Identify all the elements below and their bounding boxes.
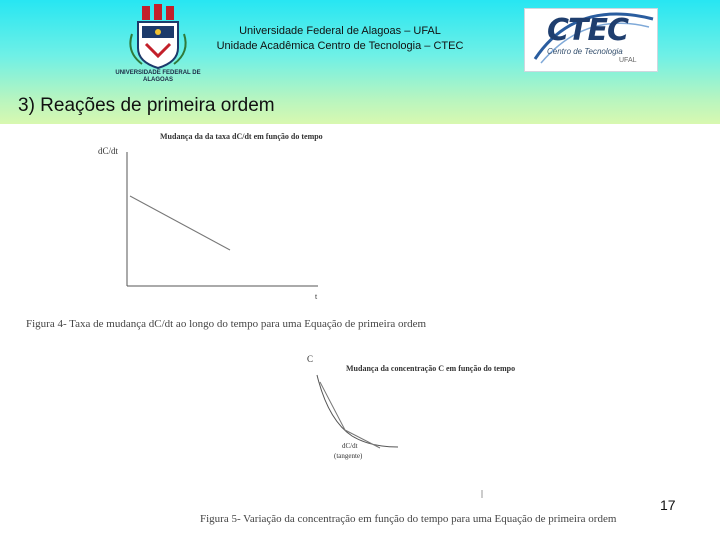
section-title: 3) Reações de primeira ordem [18, 95, 275, 116]
figure-4-plot [90, 128, 490, 303]
institution-line-2: Unidade Acadêmica Centro de Tecnologia – CTEC [216, 40, 464, 52]
ufal-logo-text: UNIVERSIDADE FEDERAL DE ALAGOAS [115, 70, 201, 83]
figure-5-tangent-line [320, 382, 345, 430]
ctec-logo-wordmark: CTEC [547, 13, 628, 48]
figure-4-rate-line [130, 196, 230, 250]
figure-4-y-label: dC/dt [98, 146, 119, 156]
figure-4-title: Mudança da da taxa dC/dt em função do tempo [160, 132, 323, 141]
figure-5-tangent-sublabel: (tangente) [334, 452, 363, 460]
figure-5-caption: Figura 5- Variação da concentração em função do tempo para uma Equação de primeira ordem [200, 513, 617, 525]
figure-5-plot [300, 350, 560, 500]
ctec-logo-ufal: UFAL [619, 57, 637, 64]
ctec-logo-subtitle: Centro de Tecnologia [547, 47, 623, 56]
figure-4-caption: Figura 4- Taxa de mudança dC/dt ao longo do tempo para uma Equação de primeira ordem [26, 318, 427, 330]
figure-5-title: Mudança da concentração C em função do tempo [346, 364, 516, 373]
institution-line-1: Universidade Federal de Alagoas – UFAL [239, 25, 441, 37]
figure-4-x-label: t [315, 292, 318, 301]
page-number: 17 [660, 497, 676, 513]
figure-5-y-label: C [307, 354, 314, 364]
figure-5-tangent-label: dC/dt [342, 442, 358, 450]
slide-header [0, 0, 720, 124]
ctec-logo [524, 8, 658, 72]
